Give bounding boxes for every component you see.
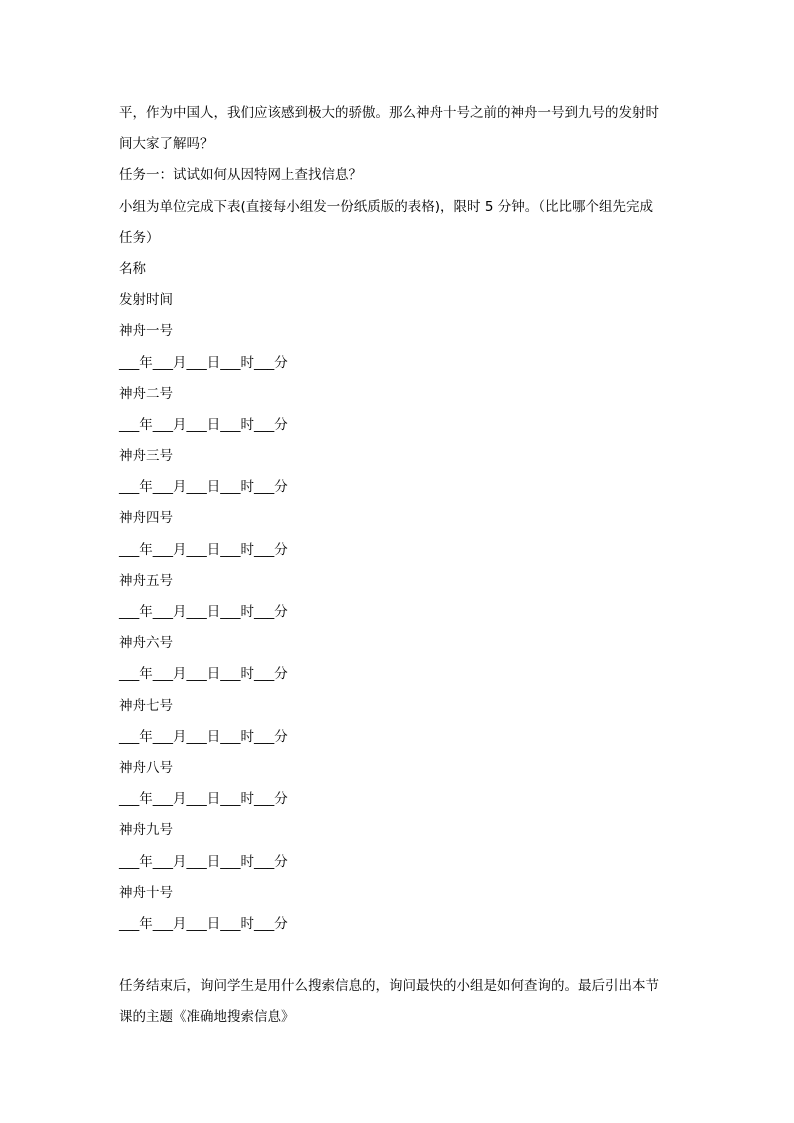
table-header-name: 名称 bbox=[119, 260, 146, 277]
spacecraft-name: 神舟八号 bbox=[119, 759, 173, 776]
launch-time-blank: ___年___月___日___时___分 bbox=[119, 666, 288, 683]
table-rows bbox=[119, 316, 679, 940]
spacecraft-name: 神舟六号 bbox=[119, 635, 173, 652]
table-header-time: 发射时间 bbox=[119, 292, 173, 309]
paragraph-gap bbox=[119, 940, 679, 971]
task-title: 任务一：试试如何从因特网上查找信息？ bbox=[119, 167, 362, 184]
launch-time-blank: ___年___月___日___时___分 bbox=[119, 416, 288, 433]
spacecraft-name: 神舟二号 bbox=[119, 385, 173, 402]
spacecraft-name: 神舟七号 bbox=[119, 697, 173, 714]
launch-time-blank: ___年___月___日___时___分 bbox=[119, 915, 288, 932]
launch-time-blank: ___年___月___日___时___分 bbox=[119, 604, 288, 620]
spacecraft-name: 神舟三号 bbox=[119, 448, 173, 465]
table-row bbox=[119, 753, 679, 815]
task-instruction-line-2: 任务） bbox=[119, 229, 160, 246]
launch-time-blank: ___年___月___日___时___分 bbox=[119, 853, 288, 870]
launch-time-blank: ___年___月___日___时___分 bbox=[119, 791, 288, 808]
launch-time-blank: ___年___月___日___时___分 bbox=[119, 728, 288, 745]
intro-line-1: 平，作为中国人，我们应该感到极大的骄傲。那么神舟十号之前的神舟一号到九号的发射时 bbox=[119, 105, 659, 121]
table-row bbox=[119, 878, 679, 940]
launch-time-blank: ___年___月___日___时___分 bbox=[119, 479, 288, 496]
launch-time-blank: ___年___月___日___时___分 bbox=[119, 354, 288, 371]
table-row bbox=[119, 566, 679, 628]
table-row bbox=[119, 316, 679, 378]
spacecraft-name: 神舟九号 bbox=[119, 822, 173, 839]
table-row bbox=[119, 379, 679, 441]
table-row bbox=[119, 691, 679, 753]
spacecraft-name: 神舟五号 bbox=[119, 572, 173, 589]
task-instruction-line-1: 小组为单位完成下表(直接每小组发一份纸质版的表格)，限时 5 分钟。（比比哪个组先完成 bbox=[119, 198, 653, 215]
document-page bbox=[119, 98, 679, 1034]
table-row bbox=[119, 441, 679, 503]
conclusion-line-1: 任务结束后，询问学生是用什么搜索信息的，询问最快的小组是如何查询的。最后引出本节 bbox=[119, 978, 659, 995]
intro-line-2: 间大家了解吗？ bbox=[119, 136, 214, 153]
table-row bbox=[119, 628, 679, 690]
table-row bbox=[119, 815, 679, 877]
spacecraft-name: 神舟十号 bbox=[119, 884, 173, 901]
launch-time-blank: ___年___月___日___时___分 bbox=[119, 541, 288, 558]
table-row bbox=[119, 503, 679, 565]
spacecraft-name: 神舟四号 bbox=[119, 510, 173, 527]
spacecraft-name: 神舟一号 bbox=[119, 323, 173, 340]
conclusion-line-2: 课的主题《准确地搜索信息》 bbox=[119, 1009, 295, 1026]
